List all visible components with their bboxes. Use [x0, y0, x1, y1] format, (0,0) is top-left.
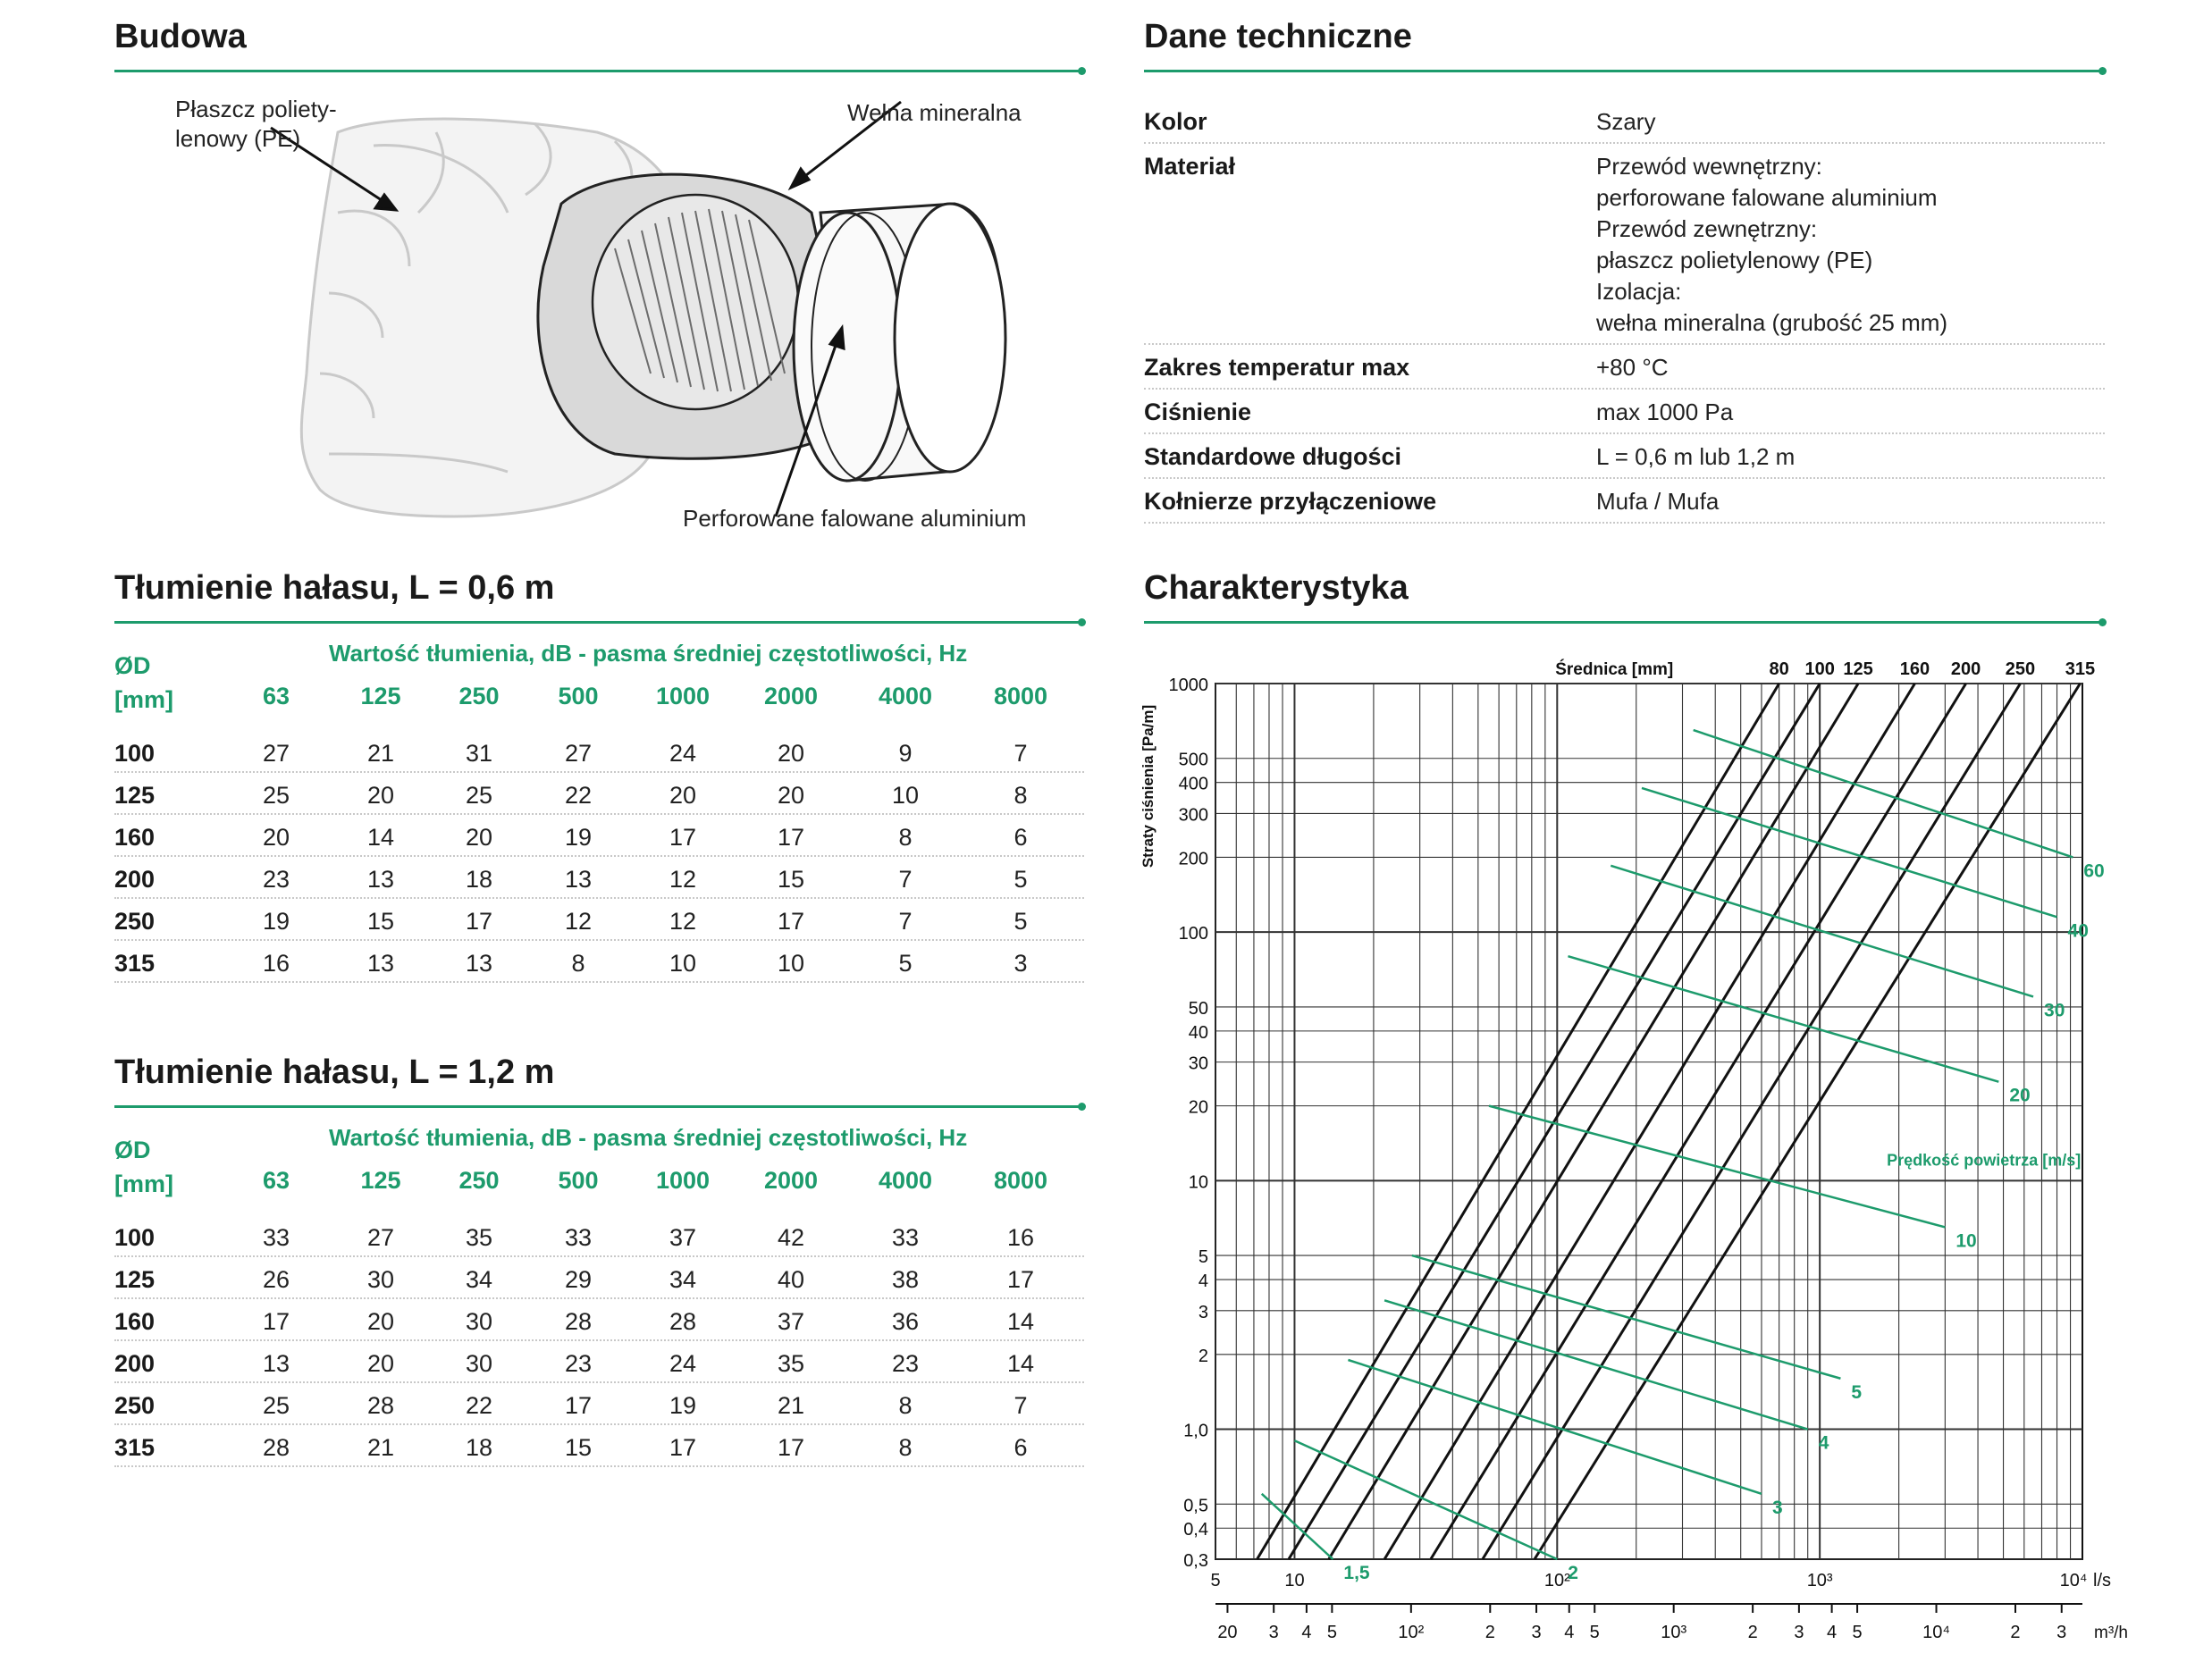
attenuation-cell: 13 [465, 950, 493, 977]
mm-unit: [mm] [114, 686, 173, 713]
attenuation-cell: 5 [898, 950, 913, 977]
tech-rule [1144, 70, 2105, 72]
x-tick-label-m3h: 4 [1564, 1623, 1575, 1642]
attenuation-cell: 20 [465, 824, 493, 851]
attenuation-cell: 25 [262, 782, 290, 809]
attenuation-cell: 34 [465, 1266, 493, 1293]
diameter-cell: 100 [114, 740, 156, 767]
attenuation-cell: 28 [366, 1392, 395, 1419]
attenuation-cell: 14 [1006, 1350, 1035, 1377]
tech-value: max 1000 Pa [1596, 399, 1734, 425]
velocity-line-4 [1384, 1300, 1808, 1429]
noise-rows-2 [114, 1217, 1084, 1467]
attenuation-cell: 22 [564, 782, 593, 809]
diameter-line-250 [1483, 684, 2021, 1559]
tech-row [1144, 390, 2105, 434]
y-tick-label: 500 [1178, 750, 1208, 770]
attenuation-cell: 17 [465, 908, 493, 935]
y-tick-label: 200 [1178, 849, 1208, 869]
x-tick-label-m3h: 10⁴ [1922, 1623, 1950, 1642]
x-tick-label-m3h: 5 [1326, 1623, 1337, 1642]
attenuation-cell: 28 [262, 1434, 290, 1461]
tech-title: Dane techniczne [1144, 18, 1412, 55]
diameter-cell: 160 [114, 824, 156, 851]
attenuation-cell: 29 [564, 1266, 593, 1293]
budowa-title: Budowa [114, 18, 247, 55]
tech-row [1144, 479, 2105, 524]
attenuation-cell: 21 [366, 1434, 395, 1461]
attenuation-cell: 20 [366, 1308, 395, 1335]
od-label [114, 649, 173, 717]
callout-pe [175, 95, 337, 154]
table-row [114, 733, 1084, 773]
attenuation-cell: 27 [262, 740, 290, 767]
attenuation-cell: 17 [1006, 1266, 1035, 1293]
diameter-cell: 160 [114, 1308, 156, 1335]
attenuation-cell: 13 [366, 950, 395, 977]
x-tick-label-m3h: 2 [1747, 1623, 1758, 1642]
attenuation-cell: 35 [465, 1224, 493, 1251]
x-tick-label-m3h: 2 [2010, 1623, 2021, 1642]
attenuation-cell: 13 [262, 1350, 290, 1377]
y-tick-label: 1000 [1168, 676, 1208, 695]
attenuation-cell: 7 [1013, 740, 1028, 767]
x-tick-label-m3h: 4 [1827, 1623, 1838, 1642]
attenuation-cell: 20 [366, 1350, 395, 1377]
attenuation-cell: 33 [262, 1224, 290, 1251]
x-tick-label-m3h: 4 [1301, 1623, 1312, 1642]
velocity-line-40 [1642, 788, 2057, 917]
tech-label: Ciśnienie [1144, 399, 1252, 425]
attenuation-cell: 20 [669, 782, 697, 809]
attenuation-cell: 12 [669, 908, 697, 935]
table-row [114, 817, 1084, 857]
attenuation-cell: 23 [891, 1350, 920, 1377]
diameter-cell: 200 [114, 1350, 156, 1377]
frequency-label: 500 [558, 683, 599, 709]
y-tick-label: 5 [1198, 1247, 1208, 1268]
attenuation-cell: 16 [1006, 1224, 1035, 1251]
x-tick-label-m3h: 10³ [1661, 1623, 1687, 1642]
attenuation-cell: 12 [669, 866, 697, 893]
tech-label: Materiał [1144, 153, 1236, 180]
attenuation-cell: 30 [465, 1308, 493, 1335]
callout-wool: Wełna mineralna [847, 99, 1022, 126]
attenuation-cell: 5 [1013, 866, 1028, 893]
attenuation-cell: 38 [891, 1266, 920, 1293]
x-tick-label-m3h: 5 [1589, 1623, 1600, 1642]
attenuation-cell: 15 [564, 1434, 593, 1461]
attenuation-cell: 26 [262, 1266, 290, 1293]
noise-title-2: Tłumienie hałasu, L = 1,2 m [114, 1053, 555, 1091]
x-tick-label-m3h: 3 [2056, 1623, 2067, 1642]
diameter-cell: 315 [114, 950, 156, 977]
attenuation-cell: 7 [1013, 1392, 1028, 1419]
diameter-cell: 125 [114, 782, 156, 809]
attenuation-cell: 10 [669, 950, 697, 977]
velocity-label: 5 [1851, 1381, 1863, 1403]
table-row [114, 943, 1084, 983]
tech-values [1596, 441, 1795, 473]
velocity-label: 60 [2083, 860, 2105, 882]
y-tick-label: 40 [1188, 1022, 1208, 1043]
attenuation-cell: 8 [898, 1392, 913, 1419]
attenuation-cell: 17 [262, 1308, 290, 1335]
frequency-label: 8000 [993, 1167, 1048, 1194]
velocity-label: 20 [2009, 1085, 2031, 1106]
od-symbol: ØD [114, 1137, 151, 1163]
callout-pe-line2: lenowy (PE) [175, 125, 301, 152]
tech-value: Izolacja: [1596, 278, 1682, 305]
attenuation-cell: 19 [564, 824, 593, 851]
attenuation-cell: 27 [564, 740, 593, 767]
attenuation-cell: 28 [564, 1308, 593, 1335]
attenuation-cell: 18 [465, 1434, 493, 1461]
diameter-label: 315 [2065, 659, 2096, 679]
attenuation-cell: 18 [465, 866, 493, 893]
attenuation-cell: 24 [669, 740, 697, 767]
diameter-label: 100 [1804, 659, 1835, 679]
noise-rule-2 [114, 1105, 1084, 1108]
x-tick-label-m3h: 2 [1484, 1623, 1495, 1642]
frequency-label: 1000 [655, 1167, 711, 1194]
velocity-label: 4 [1818, 1432, 1829, 1454]
x-tick-label-m3h: 20 [1217, 1623, 1238, 1642]
x-unit-m3h: m³/h [2094, 1624, 2128, 1642]
tech-value: wełna mineralna (grubość 25 mm) [1596, 309, 1948, 336]
tech-value: Szary [1596, 108, 1656, 135]
y-tick-label: 2 [1198, 1346, 1208, 1366]
attenuation-cell: 17 [777, 908, 805, 935]
x-tick-label-ls: 10³ [1806, 1571, 1833, 1590]
attenuation-cell: 17 [777, 824, 805, 851]
tech-value: perforowane falowane aluminium [1596, 184, 1938, 211]
tech-row [1144, 144, 2105, 345]
y-tick-label: 1,0 [1183, 1421, 1208, 1441]
tech-value: +80 °C [1596, 354, 1669, 381]
attenuation-cell: 27 [366, 1224, 395, 1251]
y-tick-label: 0,3 [1183, 1551, 1208, 1571]
tech-value: Przewód wewnętrzny: [1596, 153, 1822, 180]
attenuation-cell: 21 [366, 740, 395, 767]
y-tick-label: 0,5 [1183, 1496, 1208, 1516]
od-symbol: ØD [114, 652, 151, 679]
tech-label: Kolor [1144, 108, 1207, 135]
tech-values [1596, 352, 1669, 383]
diameter-cell: 315 [114, 1434, 156, 1461]
velocity-label: 3 [1771, 1497, 1783, 1518]
attenuation-cell: 22 [465, 1392, 493, 1419]
frequency-label: 8000 [993, 683, 1048, 709]
noise-header-1 [114, 640, 1084, 733]
table-row [114, 1343, 1084, 1383]
attenuation-cell: 15 [366, 908, 395, 935]
attenuation-cell: 10 [891, 782, 920, 809]
attenuation-cell: 33 [564, 1224, 593, 1251]
attenuation-cell: 23 [564, 1350, 593, 1377]
tech-values [1596, 486, 1719, 517]
velocity-header: Prędkość powietrza [m/s] [1887, 1151, 2082, 1170]
table-row [114, 901, 1084, 941]
diameter-cell: 100 [114, 1224, 156, 1251]
attenuation-cell: 8 [898, 1434, 913, 1461]
tech-row [1144, 434, 2105, 479]
noise-section-1 [114, 567, 1084, 985]
od-label [114, 1133, 173, 1201]
x-tick-label-m3h: 3 [1531, 1623, 1542, 1642]
attenuation-cell: 13 [564, 866, 593, 893]
noise-rows-1 [114, 733, 1084, 983]
frequency-label: 125 [360, 1167, 401, 1194]
tech-values [1596, 151, 1947, 339]
attenuation-cell: 30 [366, 1266, 395, 1293]
attenuation-cell: 14 [366, 824, 395, 851]
x-tick-label-m3h: 3 [1794, 1623, 1804, 1642]
attenuation-cell: 40 [777, 1266, 805, 1293]
attenuation-cell: 7 [898, 908, 913, 935]
attenuation-cell: 33 [891, 1224, 920, 1251]
frequency-label: 2000 [763, 683, 819, 709]
x-tick-label-ls: 10⁴ [2059, 1571, 2088, 1590]
diameter-label: 250 [2005, 659, 2036, 679]
attenuation-cell: 15 [777, 866, 805, 893]
table-row [114, 859, 1084, 899]
attenuation-cell: 20 [777, 740, 805, 767]
attenuation-cell: 21 [777, 1392, 805, 1419]
value-title: Wartość tłumienia, dB - pasma średniej częstotliwości, Hz [329, 640, 968, 667]
attenuation-cell: 9 [898, 740, 913, 767]
frequency-label: 4000 [878, 1167, 933, 1194]
attenuation-cell: 30 [465, 1350, 493, 1377]
tech-values [1596, 397, 1733, 428]
attenuation-cell: 20 [777, 782, 805, 809]
attenuation-cell: 24 [669, 1350, 697, 1377]
attenuation-cell: 8 [571, 950, 585, 977]
attenuation-cell: 12 [564, 908, 593, 935]
attenuation-cell: 37 [669, 1224, 697, 1251]
noise-section-2 [114, 1052, 1084, 1469]
attenuation-cell: 19 [262, 908, 290, 935]
attenuation-cell: 36 [891, 1308, 920, 1335]
callout-pe-line1: Płaszcz poliety- [175, 96, 337, 122]
noise-rule-1 [114, 621, 1084, 624]
chart-rule [1144, 621, 2105, 624]
x-tick-label-m3h: 10² [1398, 1623, 1425, 1642]
attenuation-cell: 7 [898, 866, 913, 893]
diameter-line-100 [1289, 684, 1820, 1559]
attenuation-cell: 35 [777, 1350, 805, 1377]
y-tick-label: 50 [1188, 998, 1208, 1019]
y-axis-label: Straty ciśnienia [Pa/m] [1140, 704, 1156, 869]
attenuation-cell: 3 [1013, 950, 1028, 977]
tech-table [1144, 99, 2105, 524]
tech-value: L = 0,6 m lub 1,2 m [1596, 443, 1796, 470]
attenuation-cell: 8 [1013, 782, 1028, 809]
mm-unit: [mm] [114, 1171, 173, 1197]
tech-values [1596, 106, 1655, 138]
y-tick-label: 10 [1188, 1172, 1208, 1193]
attenuation-cell: 37 [777, 1308, 805, 1335]
budowa-rule [114, 70, 1084, 72]
tech-row [1144, 345, 2105, 390]
x-unit-ls: l/s [2093, 1571, 2111, 1590]
diameter-line-160 [1384, 684, 1914, 1559]
attenuation-cell: 10 [777, 950, 805, 977]
attenuation-cell: 14 [1006, 1308, 1035, 1335]
tech-label: Kołnierze przyłączeniowe [1144, 488, 1437, 515]
diameter-label: 200 [1950, 659, 1981, 679]
table-row [114, 1217, 1084, 1257]
frequency-label: 4000 [878, 683, 933, 709]
attenuation-cell: 17 [777, 1434, 805, 1461]
diameter-cell: 200 [114, 866, 156, 893]
y-tick-label: 30 [1188, 1053, 1208, 1074]
frequency-label: 2000 [763, 1167, 819, 1194]
tech-label: Standardowe długości [1144, 443, 1402, 470]
diameter-label: 160 [1899, 659, 1930, 679]
velocity-line-60 [1694, 730, 2073, 857]
pressure-loss-chart [1140, 643, 2128, 1662]
noise-header-2 [114, 1124, 1084, 1217]
frequency-label: 500 [558, 1167, 599, 1194]
y-tick-label: 300 [1178, 805, 1208, 826]
frequency-label: 1000 [655, 683, 711, 709]
tech-label: Zakres temperatur max [1144, 354, 1410, 381]
diameter-label: 125 [1843, 659, 1873, 679]
attenuation-cell: 20 [366, 782, 395, 809]
table-row [114, 1301, 1084, 1341]
x-tick-label-m3h: 5 [1852, 1623, 1863, 1642]
attenuation-cell: 25 [262, 1392, 290, 1419]
y-tick-label: 400 [1178, 774, 1208, 794]
chart-header [1144, 567, 2105, 624]
frequency-label: 63 [262, 683, 290, 709]
attenuation-cell: 19 [669, 1392, 697, 1419]
y-tick-label: 4 [1198, 1271, 1208, 1292]
frequency-label: 63 [262, 1167, 290, 1194]
frequency-label: 125 [360, 683, 401, 709]
table-row [114, 775, 1084, 815]
x-tick-label-ls: 10 [1284, 1571, 1305, 1590]
diameter-cell: 125 [114, 1266, 156, 1293]
y-tick-label: 100 [1178, 924, 1208, 944]
tech-value: płaszcz polietylenowy (PE) [1596, 247, 1873, 273]
frequency-label: 250 [458, 683, 500, 709]
y-tick-label: 3 [1198, 1302, 1208, 1322]
attenuation-cell: 6 [1013, 1434, 1028, 1461]
chart-svg [1140, 643, 2128, 1662]
x-tick-label-ls: 10² [1543, 1571, 1570, 1590]
attenuation-cell: 23 [262, 866, 290, 893]
attenuation-cell: 34 [669, 1266, 697, 1293]
diameter-cell: 250 [114, 1392, 156, 1419]
velocity-label: 1,5 [1343, 1563, 1370, 1583]
diameter-line-200 [1431, 684, 1966, 1559]
attenuation-cell: 20 [262, 824, 290, 851]
velocity-label: 40 [2067, 920, 2089, 942]
x-tick-label-ls: 5 [1210, 1571, 1221, 1590]
tech-value: Mufa / Mufa [1596, 488, 1720, 515]
chart-title: Charakterystyka [1144, 569, 1409, 607]
table-row [114, 1385, 1084, 1425]
diameter-header: Średnica [mm] [1555, 660, 1674, 679]
diameter-label: 80 [1769, 659, 1789, 679]
velocity-label: 30 [2044, 1000, 2065, 1021]
tech-section [1144, 16, 2105, 524]
table-row [114, 1259, 1084, 1299]
attenuation-cell: 17 [669, 824, 697, 851]
velocity-label: 2 [1568, 1563, 1578, 1583]
diameter-cell: 250 [114, 908, 156, 935]
diameter-line-80 [1257, 684, 1779, 1559]
y-tick-label: 20 [1188, 1097, 1208, 1118]
budowa-section [114, 16, 1084, 552]
value-title: Wartość tłumienia, dB - pasma średniej częstotliwości, Hz [329, 1124, 968, 1151]
attenuation-cell: 16 [262, 950, 290, 977]
attenuation-cell: 25 [465, 782, 493, 809]
noise-title-1: Tłumienie hałasu, L = 0,6 m [114, 569, 555, 607]
attenuation-cell: 42 [777, 1224, 805, 1251]
attenuation-cell: 6 [1013, 824, 1028, 851]
velocity-line-30 [1611, 866, 2033, 997]
tech-value: Przewód zewnętrzny: [1596, 215, 1818, 242]
frequency-label: 250 [458, 1167, 500, 1194]
velocity-line-20 [1568, 956, 1998, 1082]
attenuation-cell: 13 [366, 866, 395, 893]
x-tick-label-m3h: 3 [1268, 1623, 1279, 1642]
attenuation-cell: 5 [1013, 908, 1028, 935]
attenuation-cell: 28 [669, 1308, 697, 1335]
attenuation-cell: 31 [465, 740, 493, 767]
tech-row [1144, 99, 2105, 144]
table-row [114, 1427, 1084, 1467]
attenuation-cell: 17 [669, 1434, 697, 1461]
velocity-label: 10 [1955, 1230, 1977, 1252]
callout-alu: Perforowane falowane aluminium [683, 505, 1027, 532]
y-tick-label: 0,4 [1183, 1520, 1208, 1540]
attenuation-cell: 17 [564, 1392, 593, 1419]
attenuation-cell: 8 [898, 824, 913, 851]
